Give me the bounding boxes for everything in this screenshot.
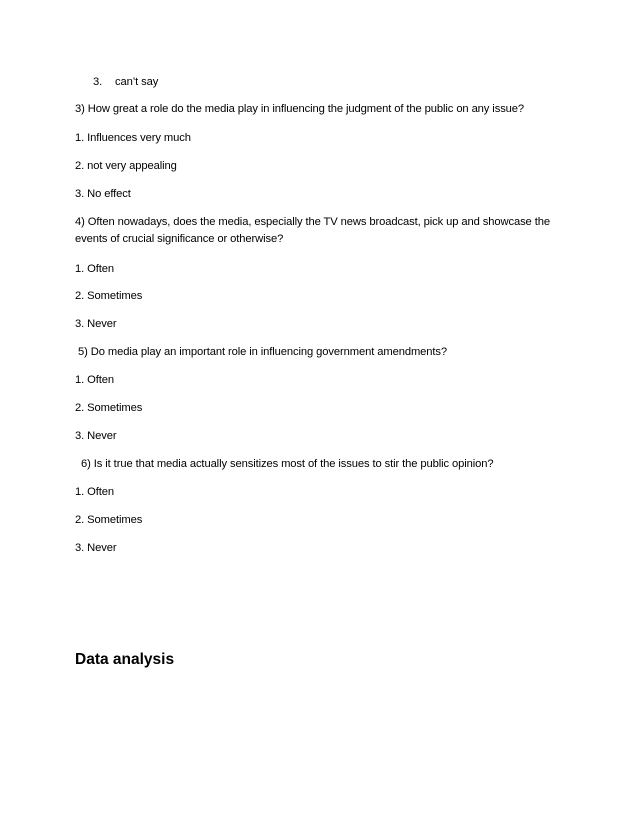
question-6: 6) Is it true that media actually sensitizes most of the issues to stir the public opinion? <box>75 458 494 470</box>
question-4-option-2: 2. Sometimes <box>75 290 143 302</box>
list-item-text: can’t say <box>115 76 159 88</box>
question-6-option-3: 3. Never <box>75 542 117 554</box>
question-4-option-3: 3. Never <box>75 318 117 330</box>
question-5-option-2: 2. Sometimes <box>75 402 143 414</box>
question-6-option-2: 2. Sometimes <box>75 514 143 526</box>
question-6-option-1: 1. Often <box>75 486 115 498</box>
question-3-option-2: 2. not very appealing <box>75 160 177 172</box>
list-item-cant-say <box>93 74 158 91</box>
list-item-number: 3. <box>93 76 103 88</box>
question-3: 3) How great a role do the media play in influencing the judgment of the public on any issue? <box>75 103 525 115</box>
question-4-option-1: 1. Often <box>75 263 115 275</box>
question-5-option-3: 3. Never <box>75 430 117 442</box>
section-heading: Data analysis <box>75 651 175 668</box>
question-5-option-1: 1. Often <box>75 374 115 386</box>
question-5: 5) Do media play an important role in influencing government amendments? <box>75 346 448 358</box>
question-3-option-3: 3. No effect <box>75 188 131 200</box>
question-3-option-1: 1. Influences very much <box>75 132 191 144</box>
question-4: 4) Often nowadays, does the media, especially the TV news broadcast, pick up and showcase the events of crucial significance or otherwise? <box>75 216 550 245</box>
